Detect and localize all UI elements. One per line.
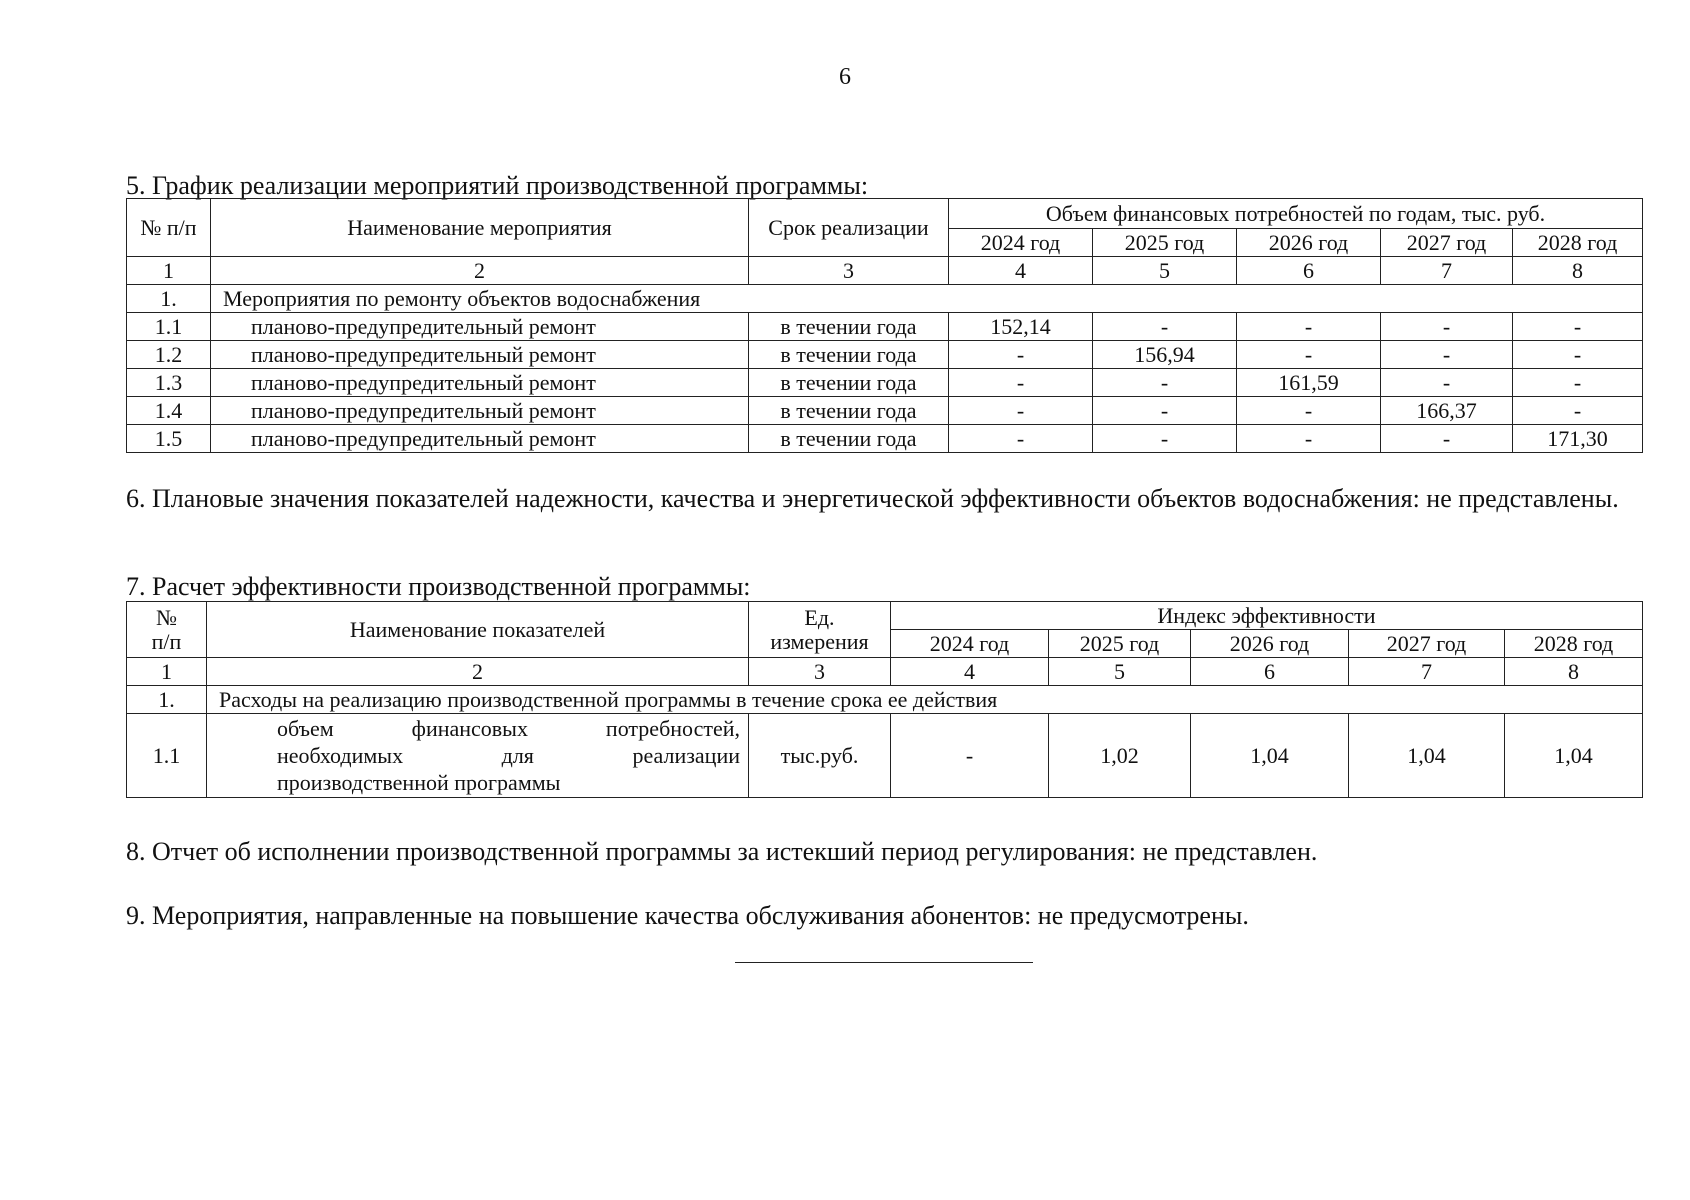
row-value: -: [1237, 313, 1381, 341]
row-num: 1.1: [127, 714, 207, 798]
index-cell: 6: [1191, 658, 1349, 686]
table-row: [127, 341, 1643, 369]
row-value: -: [1513, 397, 1643, 425]
schedule-table: [126, 198, 1643, 453]
section-5-heading: 5. График реализации мероприятий производственной программы:: [126, 171, 869, 200]
row-value: -: [949, 369, 1093, 397]
row-term: в течении года: [749, 369, 949, 397]
row-name-line: объем финансовых потребностей,: [277, 716, 740, 741]
table-group-row: [127, 686, 1643, 714]
row-num: 1.3: [127, 369, 211, 397]
index-cell: 7: [1381, 257, 1513, 285]
row-value: 152,14: [949, 313, 1093, 341]
index-cell: 1: [127, 257, 211, 285]
table-row: [127, 313, 1643, 341]
table-header-row: [127, 199, 1643, 229]
row-value: -: [1093, 397, 1237, 425]
row-value: -: [1237, 397, 1381, 425]
row-name: планово-предупредительный ремонт: [211, 369, 749, 397]
header-num-line: п/п: [151, 628, 182, 654]
index-cell: 3: [749, 257, 949, 285]
index-cell: 8: [1505, 658, 1643, 686]
row-value: -: [949, 397, 1093, 425]
group-name: Расходы на реализацию производственной программы в течение срока ее действия: [207, 686, 1643, 714]
table-index-row: [127, 257, 1643, 285]
group-num: 1.: [127, 686, 207, 714]
header-year: 2028 год: [1505, 630, 1643, 658]
row-value: -: [891, 714, 1049, 798]
row-value: 1,04: [1349, 714, 1505, 798]
row-unit: тыс.руб.: [749, 714, 891, 798]
header-unit-line: Ед.: [804, 604, 835, 630]
table-row: [127, 714, 1643, 798]
row-num: 1.4: [127, 397, 211, 425]
row-value: -: [949, 341, 1093, 369]
section-7-heading: 7. Расчет эффективности производственной программы:: [126, 572, 751, 601]
header-unit-line: измерения: [770, 628, 869, 654]
index-cell: 3: [749, 658, 891, 686]
row-value: -: [1513, 341, 1643, 369]
group-num: 1.: [127, 285, 211, 313]
table-row: [127, 397, 1643, 425]
group-name: Мероприятия по ремонту объектов водоснабжения: [211, 285, 1643, 313]
row-num: 1.5: [127, 425, 211, 453]
header-num: № п/п: [127, 199, 211, 257]
page-number: 6: [839, 64, 851, 90]
index-cell: 1: [127, 658, 207, 686]
row-term: в течении года: [749, 341, 949, 369]
header-unit: [749, 602, 891, 658]
row-name: планово-предупредительный ремонт: [211, 397, 749, 425]
row-value: 1,02: [1049, 714, 1191, 798]
table-header-row: [127, 602, 1643, 630]
row-name-line: производственной программы: [277, 770, 561, 795]
row-value: 166,37: [1381, 397, 1513, 425]
row-name: [207, 714, 749, 798]
index-cell: 2: [207, 658, 749, 686]
row-value: -: [1513, 313, 1643, 341]
header-num-line: №: [156, 604, 177, 630]
row-value: -: [1237, 425, 1381, 453]
row-value: -: [1093, 313, 1237, 341]
row-num: 1.2: [127, 341, 211, 369]
header-year: 2026 год: [1191, 630, 1349, 658]
row-name-line: необходимых для реализации: [277, 743, 740, 768]
row-value: 161,59: [1237, 369, 1381, 397]
header-num: [127, 602, 207, 658]
row-term: в течении года: [749, 425, 949, 453]
section-9-text: 9. Мероприятия, направленные на повышение качества обслуживания абонентов: не предусмотрены.: [126, 901, 1249, 930]
row-value: -: [1237, 341, 1381, 369]
header-year: 2024 год: [949, 229, 1093, 257]
index-cell: 6: [1237, 257, 1381, 285]
row-value: -: [1381, 369, 1513, 397]
header-year: 2025 год: [1093, 229, 1237, 257]
header-year: 2024 год: [891, 630, 1049, 658]
row-term: в течении года: [749, 397, 949, 425]
index-cell: 5: [1049, 658, 1191, 686]
table-group-row: [127, 285, 1643, 313]
row-num: 1.1: [127, 313, 211, 341]
efficiency-table: [126, 601, 1643, 798]
row-value: 156,94: [1093, 341, 1237, 369]
section-6-text: 6. Плановые значения показателей надежности, качества и энергетической эффективности объектов водоснабжения: не представлены.: [126, 484, 1619, 513]
row-value: -: [949, 425, 1093, 453]
row-term: в течении года: [749, 313, 949, 341]
row-value: -: [1381, 341, 1513, 369]
table-index-row: [127, 658, 1643, 686]
header-term: Срок реализации: [749, 199, 949, 257]
row-value: -: [1381, 313, 1513, 341]
header-name: Наименование мероприятия: [211, 199, 749, 257]
index-cell: 4: [891, 658, 1049, 686]
header-year: 2027 год: [1349, 630, 1505, 658]
row-name: планово-предупредительный ремонт: [211, 341, 749, 369]
end-rule: [735, 962, 1033, 963]
header-finance: Объем финансовых потребностей по годам, тыс. руб.: [949, 199, 1643, 229]
table-row: [127, 425, 1643, 453]
row-value: -: [1513, 369, 1643, 397]
index-cell: 4: [949, 257, 1093, 285]
index-cell: 2: [211, 257, 749, 285]
header-year: 2026 год: [1237, 229, 1381, 257]
row-name: планово-предупредительный ремонт: [211, 313, 749, 341]
header-year: 2028 год: [1513, 229, 1643, 257]
header-index: Индекс эффективности: [891, 602, 1643, 630]
header-name: Наименование показателей: [207, 602, 749, 658]
row-value: -: [1381, 425, 1513, 453]
section-8-text: 8. Отчет об исполнении производственной программы за истекший период регулирования: не представлен.: [126, 837, 1318, 866]
index-cell: 7: [1349, 658, 1505, 686]
header-year: 2027 год: [1381, 229, 1513, 257]
index-cell: 5: [1093, 257, 1237, 285]
index-cell: 8: [1513, 257, 1643, 285]
header-year: 2025 год: [1049, 630, 1191, 658]
table-row: [127, 369, 1643, 397]
row-value: -: [1093, 425, 1237, 453]
row-name: планово-предупредительный ремонт: [211, 425, 749, 453]
row-value: 1,04: [1505, 714, 1643, 798]
row-value: 171,30: [1513, 425, 1643, 453]
row-value: 1,04: [1191, 714, 1349, 798]
row-value: -: [1093, 369, 1237, 397]
